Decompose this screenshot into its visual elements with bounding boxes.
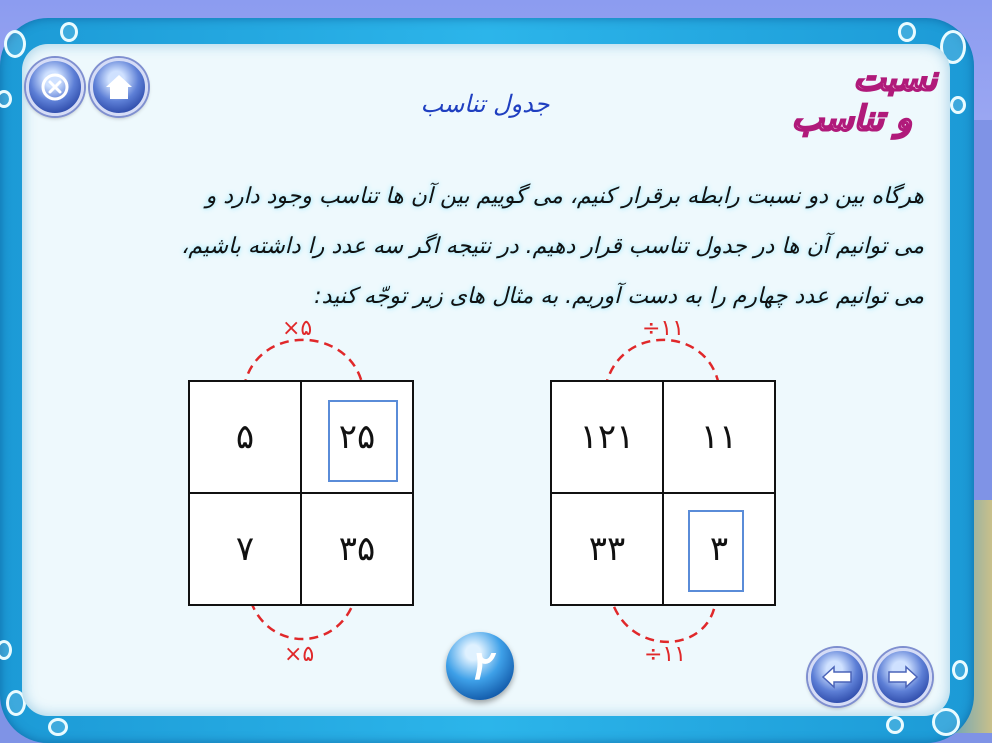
proportion-table-left [188,380,414,606]
arrow-right-icon [887,665,919,689]
proportion-table-right [550,380,776,606]
page-number-badge: ۲ [446,632,514,700]
page-title: جدول تناسب [420,90,550,118]
table-cell: ۱۲۱ [579,417,635,457]
table-cell: ۷ [235,529,255,569]
table-cell-answer: ۲۵ [338,417,376,457]
table-cell: ۵ [235,417,255,457]
operator-label: ×۵ [282,316,313,341]
explanation-line: هرگاه بین دو نسبت رابطه برقرار کنیم، می گوییم بین آن ها تناسب وجود دارد و [205,184,924,209]
table-cell: ۱۱ [700,417,738,457]
explanation-line: می توانیم آن ها در جدول تناسب قرار دهیم. در نتیجه اگر سه عدد را داشته باشیم، [181,234,924,259]
table-cell: ۳۳ [588,529,626,569]
logo-line-1: نسبت [853,59,937,99]
arrow-left-icon [821,665,853,689]
operator-label: ÷۱۱ [642,316,685,341]
explanation-line: می توانیم عدد چهارم را به دست آوریم. به مثال های زیر توجّه کنید: [314,284,924,309]
operator-label: ÷۱۱ [644,642,687,667]
logo-line-2: و تناسب [791,99,912,139]
table-cell-answer: ۳ [709,529,729,569]
previous-button[interactable] [808,648,866,706]
table-cell: ۳۵ [338,529,376,569]
next-button[interactable] [874,648,932,706]
answer-highlight [688,510,744,592]
operator-label: ×۵ [284,642,315,667]
answer-highlight [328,400,398,482]
